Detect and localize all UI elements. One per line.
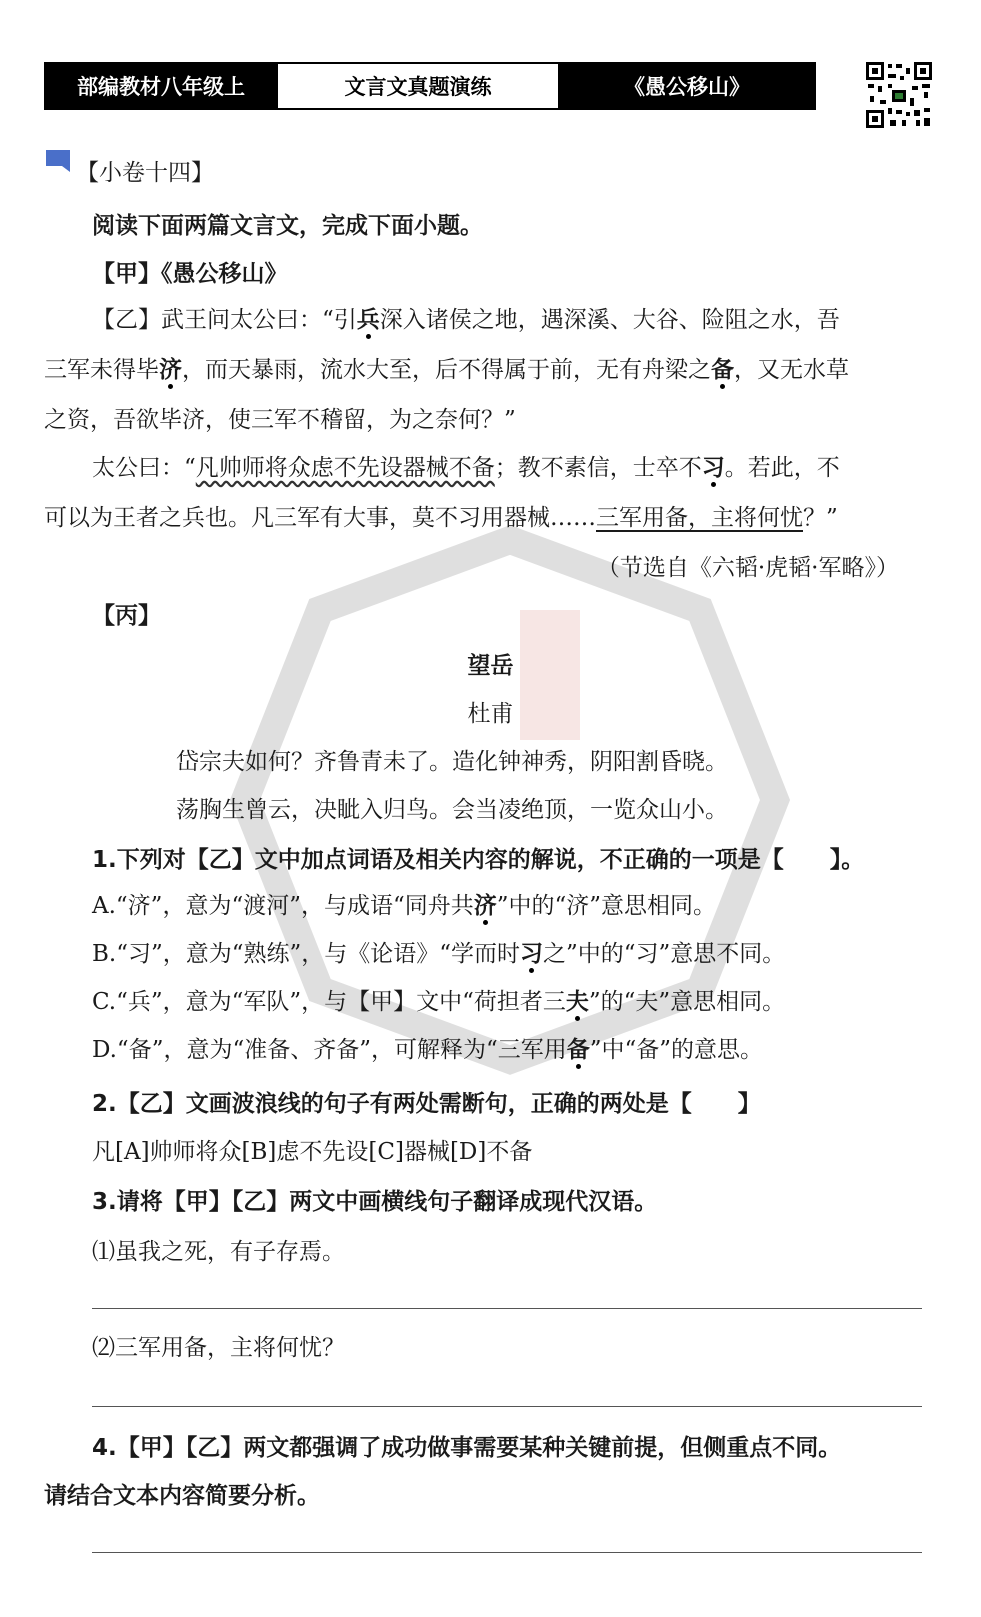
bookmark-icon	[44, 148, 72, 174]
header-grade: 部编教材八年级上	[46, 64, 276, 108]
poem-line-1: 岱宗夫如何？齐鲁青未了。造化钟神秀，阴阳割昏晓。	[176, 749, 728, 775]
dotted-word-ji: 济	[159, 357, 182, 383]
question-1-option-a: A.“济”，意为“渡河”，与成语“同舟共济”中的“济”意思相同。	[92, 893, 716, 919]
question-1-option-c: C.“兵”，意为“军队”，与【甲】文中“荷担者三夫”的“夫”意思相同。	[92, 989, 786, 1015]
dotted-word-bing: 兵	[356, 307, 380, 333]
question-1-option-b: B.“习”，意为“熟练”，与《论语》“学而时习之”中的“习”意思不同。	[92, 941, 786, 967]
question-1-option-d: D.“备”，意为“准备、齐备”，可解释为“三军用备”中“备”的意思。	[92, 1037, 764, 1063]
passage-yi-source: （节选自《六韬·虎韬·军略》）	[596, 555, 899, 581]
answer-line-3[interactable]	[92, 1552, 922, 1553]
question-4-line-2: 请结合文本内容简要分析。	[44, 1483, 320, 1509]
underlined-sentence: 三军用备，主将何忧	[596, 505, 803, 531]
poem-title: 望岳	[467, 653, 514, 679]
dotted-word-bei: 备	[711, 357, 734, 383]
passage-bing-label: 【丙】	[92, 603, 161, 629]
instruction: 阅读下面两篇文言文，完成下面小题。	[92, 213, 483, 239]
answer-line-1[interactable]	[92, 1308, 922, 1309]
wavy-underlined-sentence: 凡帅师将众虑不先设器械不备	[195, 455, 495, 481]
qr-code-icon	[864, 60, 934, 130]
header-lesson: 《愚公移山》	[560, 64, 814, 108]
header-topic: 文言文真题演练	[276, 64, 560, 108]
question-3-stem: 3.请将【甲】【乙】两文中画横线句子翻译成现代汉语。	[92, 1189, 658, 1215]
section-title: 【小卷十四】	[76, 160, 214, 186]
question-2-stem: 2.【乙】文画波浪线的句子有两处需断句，正确的两处是【 】	[92, 1091, 761, 1117]
header-bar	[44, 62, 816, 110]
poem-author: 杜甫	[467, 701, 514, 727]
passage-yi-line-4: 太公曰：“凡帅师将众虑不先设器械不备；教不素信，士卒不习。若此，不	[92, 455, 840, 481]
question-3-sentence-1: ⑴虽我之死，有子存焉。	[92, 1239, 345, 1265]
dotted-word-xi: 习	[701, 455, 725, 481]
passage-yi-line-3: 之资，吾欲毕济，使三军不稽留，为之奈何？”	[44, 407, 516, 433]
poem-line-2: 荡胸生曾云，决眦入归鸟。会当凌绝顶，一览众山小。	[176, 797, 728, 823]
question-1-stem: 1.下列对【乙】文中加点词语及相关内容的解说，不正确的一项是【 】。	[92, 847, 865, 873]
passage-yi-line-5: 可以为王者之兵也。凡三军有大事，莫不习用器械……三军用备，主将何忧？”	[44, 505, 838, 531]
question-4-line-1: 4.【甲】【乙】两文都强调了成功做事需要某种关键前提，但侧重点不同。	[92, 1435, 842, 1461]
passage-jia-title: 【甲】《愚公移山》	[92, 261, 288, 287]
passage-yi-line-1: 【乙】武王问太公曰：“引兵深入诸侯之地，遇深溪、大谷、险阻之水，吾	[92, 307, 840, 333]
passage-yi-line-2: 三军未得毕济，而天暴雨，流水大至，后不得属于前，无有舟梁之备，又无水草	[44, 357, 849, 383]
question-2-options: 凡[A]帅师将众[B]虑不先设[C]器械[D]不备	[92, 1139, 533, 1165]
answer-line-2[interactable]	[92, 1406, 922, 1407]
question-3-sentence-2: ⑵三军用备，主将何忧？	[92, 1335, 345, 1361]
